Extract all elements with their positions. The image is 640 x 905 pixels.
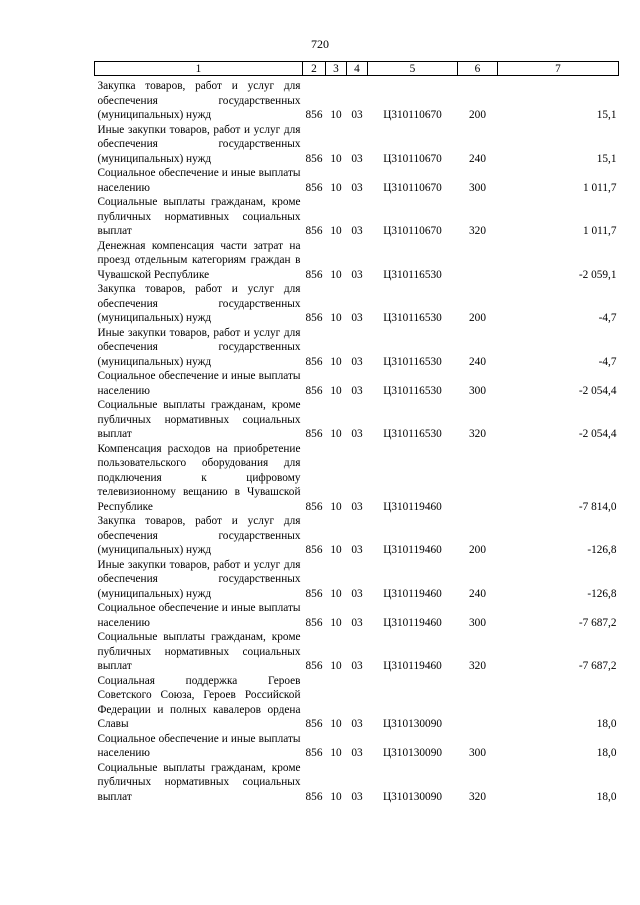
row-subsection-code: 03 — [351, 181, 363, 194]
row-section-code: 10 — [330, 384, 342, 397]
row-subsection-code: 03 — [351, 225, 363, 237]
row-section-code: 10 — [330, 587, 342, 600]
row-name: Социальные выплаты гражданам, кроме публичных нормативных социальных выплат — [97, 399, 301, 440]
row-target-article: Ц310119460 — [383, 660, 442, 672]
row-name: Компенсация расходов на приобретение пользовательского оборудования для подключения к цифровому телевизионному вещанию в Чувашской Республике — [97, 442, 301, 513]
table-row — [95, 123, 619, 167]
row-name: Закупка товаров, работ и услуг для обеспечения государственных (муниципальных) нужд — [97, 283, 301, 324]
table-row — [95, 630, 619, 674]
row-amount: 1 011,7 — [583, 181, 617, 194]
table-row — [95, 732, 619, 761]
column-header-7: 7 — [498, 62, 619, 76]
row-section-code: 10 — [330, 718, 342, 730]
row-name: Иные закупки товаров, работ и услуг для обеспечения государственных (муниципальных) нужд — [97, 558, 301, 600]
page-number: 720 — [311, 37, 329, 51]
row-ministry-code: 856 — [305, 152, 323, 165]
row-subsection-code: 03 — [351, 312, 363, 324]
budget-table — [94, 61, 619, 804]
row-amount: -7 687,2 — [578, 660, 617, 672]
row-target-article: Ц310116530 — [383, 268, 442, 281]
row-expense-type: 320 — [469, 225, 486, 237]
row-section-code: 10 — [330, 268, 342, 281]
row-section-code: 10 — [330, 660, 342, 672]
table-row — [95, 369, 619, 398]
table-row — [95, 514, 619, 558]
table-row — [95, 239, 619, 283]
row-section-code: 10 — [330, 109, 342, 121]
row-amount: 18,0 — [596, 747, 617, 759]
row-ministry-code: 856 — [305, 660, 323, 672]
row-amount: 18,0 — [596, 790, 617, 803]
row-ministry-code: 856 — [305, 428, 323, 440]
row-expense-type: 240 — [469, 355, 486, 368]
row-amount: 15,1 — [596, 152, 617, 165]
row-subsection-code: 03 — [351, 544, 363, 556]
row-amount: -7 814,0 — [578, 500, 617, 513]
table-row — [95, 558, 619, 602]
row-section-code: 10 — [330, 312, 342, 324]
row-target-article: Ц310110670 — [383, 181, 442, 194]
row-ministry-code: 856 — [305, 181, 323, 194]
row-subsection-code: 03 — [351, 587, 363, 600]
table-row — [95, 282, 619, 326]
row-target-article: Ц310119460 — [383, 616, 442, 629]
table-row — [95, 601, 619, 630]
row-expense-type: 300 — [469, 181, 486, 194]
row-expense-type: 200 — [469, 109, 486, 121]
row-amount: -4,7 — [598, 312, 617, 324]
table-row — [95, 76, 619, 123]
row-name: Иные закупки товаров, работ и услуг для обеспечения государственных (муниципальных) нужд — [97, 326, 301, 368]
row-target-article: Ц310119460 — [383, 544, 442, 556]
row-subsection-code: 03 — [351, 660, 363, 672]
row-section-code: 10 — [330, 355, 342, 368]
table-row — [95, 674, 619, 732]
row-section-code: 10 — [330, 181, 342, 194]
row-subsection-code: 03 — [351, 616, 363, 629]
row-section-code: 10 — [330, 428, 342, 440]
row-section-code: 10 — [330, 500, 342, 513]
row-subsection-code: 03 — [351, 355, 363, 368]
column-header-4: 4 — [347, 62, 368, 76]
row-expense-type: 200 — [469, 544, 486, 556]
row-name: Денежная компенсация части затрат на проезд отдельным категориям граждан в Чувашской Республике — [97, 239, 301, 281]
row-ministry-code: 856 — [305, 544, 323, 556]
row-expense-type: 320 — [469, 428, 486, 440]
row-target-article: Ц310119460 — [383, 587, 442, 600]
row-section-code: 10 — [330, 225, 342, 237]
row-target-article: Ц310130090 — [383, 790, 442, 803]
column-header-5: 5 — [368, 62, 458, 76]
row-subsection-code: 03 — [351, 428, 363, 440]
row-amount: -2 054,4 — [578, 384, 617, 397]
row-name: Социальное обеспечение и иные выплаты населению — [97, 732, 301, 759]
column-header-3: 3 — [326, 62, 347, 76]
row-target-article: Ц310110670 — [383, 109, 442, 121]
row-expense-type: 300 — [469, 616, 486, 629]
row-ministry-code: 856 — [305, 225, 323, 237]
table-row — [95, 442, 619, 515]
row-amount: -7 687,2 — [578, 616, 617, 629]
row-section-code: 10 — [330, 790, 342, 803]
row-ministry-code: 856 — [305, 790, 323, 803]
row-expense-type — [458, 442, 498, 515]
table-header-row — [95, 62, 619, 76]
row-target-article: Ц310116530 — [383, 384, 442, 397]
row-expense-type: 320 — [469, 790, 486, 803]
row-name: Иные закупки товаров, работ и услуг для обеспечения государственных (муниципальных) нужд — [97, 123, 301, 165]
row-name: Социальные выплаты гражданам, кроме публичных нормативных социальных выплат — [97, 196, 301, 237]
column-header-2: 2 — [303, 62, 326, 76]
row-section-code: 10 — [330, 616, 342, 629]
column-header-6: 6 — [458, 62, 498, 76]
row-subsection-code: 03 — [351, 384, 363, 397]
row-ministry-code: 856 — [305, 616, 323, 629]
row-name: Социальные выплаты гражданам, кроме публичных нормативных социальных выплат — [97, 631, 301, 672]
row-expense-type — [458, 674, 498, 732]
row-expense-type — [458, 239, 498, 283]
row-name: Социальное обеспечение и иные выплаты населению — [97, 602, 301, 629]
row-target-article: Ц310116530 — [383, 428, 442, 440]
row-amount: -2 059,1 — [578, 268, 617, 281]
row-name: Социальные выплаты гражданам, кроме публичных нормативных социальных выплат — [97, 761, 301, 803]
row-amount: 15,1 — [596, 109, 617, 121]
row-expense-type: 300 — [469, 384, 486, 397]
row-name: Социальное обеспечение и иные выплаты населению — [97, 167, 301, 194]
table-row — [95, 166, 619, 195]
column-header-1: 1 — [95, 62, 303, 76]
row-target-article: Ц310110670 — [383, 225, 442, 237]
row-amount: -2 054,4 — [578, 428, 617, 440]
table-row — [95, 195, 619, 239]
row-amount: -126,8 — [587, 587, 617, 600]
row-subsection-code: 03 — [351, 500, 363, 513]
row-ministry-code: 856 — [305, 500, 323, 513]
row-ministry-code: 856 — [305, 355, 323, 368]
row-ministry-code: 856 — [305, 587, 323, 600]
row-expense-type: 320 — [469, 660, 486, 672]
row-subsection-code: 03 — [351, 747, 363, 759]
row-ministry-code: 856 — [305, 268, 323, 281]
row-subsection-code: 03 — [351, 268, 363, 281]
row-subsection-code: 03 — [351, 718, 363, 730]
row-name: Социальная поддержка Героев Советского Союза, Героев Российской Федерации и полных кавалеров ордена Славы — [97, 674, 301, 730]
row-ministry-code: 856 — [305, 312, 323, 324]
row-section-code: 10 — [330, 544, 342, 556]
row-target-article: Ц310116530 — [383, 355, 442, 368]
row-name: Социальное обеспечение и иные выплаты населению — [97, 370, 301, 397]
row-expense-type: 200 — [469, 312, 486, 324]
row-amount: -126,8 — [587, 544, 617, 556]
row-subsection-code: 03 — [351, 152, 363, 165]
row-target-article: Ц310119460 — [383, 500, 442, 513]
row-amount: 18,0 — [596, 718, 617, 730]
row-target-article: Ц310110670 — [383, 152, 442, 165]
row-ministry-code: 856 — [305, 747, 323, 759]
row-ministry-code: 856 — [305, 109, 323, 121]
table-row — [95, 398, 619, 442]
row-ministry-code: 856 — [305, 718, 323, 730]
row-subsection-code: 03 — [351, 790, 363, 803]
row-name: Закупка товаров, работ и услуг для обеспечения государственных (муниципальных) нужд — [97, 80, 301, 121]
row-section-code: 10 — [330, 152, 342, 165]
row-target-article: Ц310130090 — [383, 747, 442, 759]
row-name: Закупка товаров, работ и услуг для обеспечения государственных (муниципальных) нужд — [97, 515, 301, 556]
row-subsection-code: 03 — [351, 109, 363, 121]
row-amount: 1 011,7 — [583, 225, 617, 237]
table-row — [95, 326, 619, 370]
row-section-code: 10 — [330, 747, 342, 759]
row-amount: -4,7 — [598, 355, 617, 368]
row-expense-type: 300 — [469, 747, 486, 759]
row-target-article: Ц310130090 — [383, 718, 442, 730]
row-target-article: Ц310116530 — [383, 312, 442, 324]
row-ministry-code: 856 — [305, 384, 323, 397]
table-row — [95, 761, 619, 805]
row-expense-type: 240 — [469, 152, 486, 165]
row-expense-type: 240 — [469, 587, 486, 600]
